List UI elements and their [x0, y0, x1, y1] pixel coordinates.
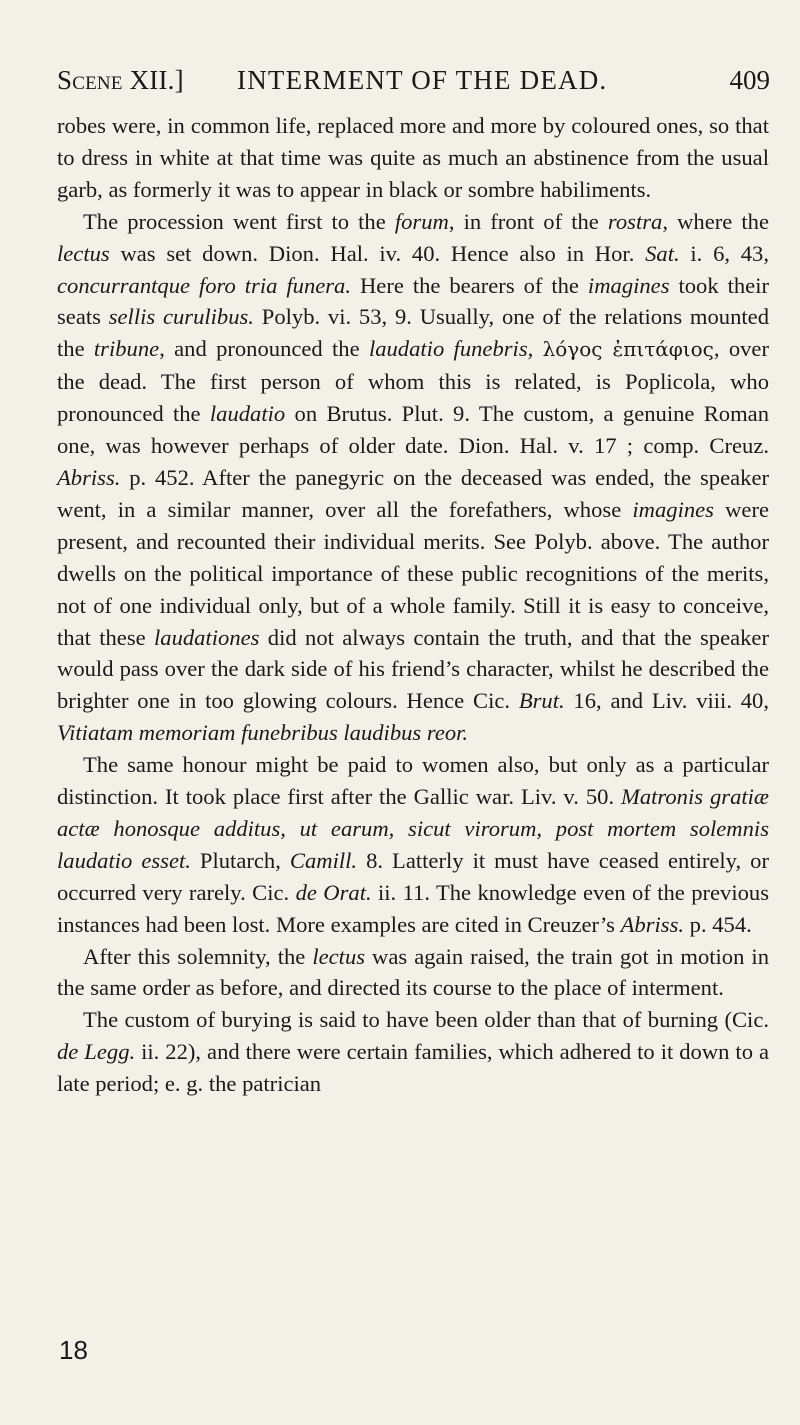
italic-text: Brut.	[518, 688, 565, 714]
italic-text: Sat.	[645, 240, 680, 266]
text-run: , where the	[662, 208, 769, 234]
italic-text: lectus	[57, 240, 110, 266]
text-run: took their seats	[57, 272, 770, 330]
running-head	[57, 60, 770, 100]
paragraph	[57, 749, 769, 940]
italic-text: de Legg.	[57, 1039, 136, 1065]
text-run: robes were, in common life, replaced more and more by coloured ones, so that to dress in white at that time was quite as much an abstinence from the usual garb, as formerly it was to appear in black or sombre habiliments.	[57, 113, 769, 202]
text-run: i. 6, 43,	[679, 240, 770, 266]
text-run: After this solemnity, the	[83, 943, 313, 969]
italic-text: Matronis gratiæ actæ honosque additus, ut earum, sicut virorum, post mortem solemnis laudatio esset.	[57, 784, 769, 873]
greek-text: λόγος ἐπιτάφιος	[542, 337, 714, 362]
text-run	[533, 336, 542, 361]
text-run: ii. 22), and there were certain families, which adhered to it down to a late period; e. g. the patrician	[57, 1039, 769, 1097]
paragraph	[57, 1004, 769, 1100]
chapter-title: INTERMENT OF THE DEAD.	[237, 65, 608, 95]
italic-text: imagines	[632, 496, 714, 522]
paragraph	[57, 941, 769, 1005]
italic-text: Abriss.	[620, 911, 685, 937]
text-run: The custom of burying is said to have been older than that of burning (Cic.	[83, 1007, 769, 1033]
page-number: 409	[729, 65, 770, 95]
text-run: was again raised, the train got in motion in the same order as before, and directed its course to the place of interment.	[57, 943, 769, 1001]
text-run: , in front of the	[448, 208, 608, 234]
text-run: 8. Latterly it must have ceased entirely, or occurred very rarely. Cic.	[57, 847, 769, 905]
text-run: did not always contain the truth, and that the speaker would pass over the dark side of his friend’s character, whilst he described the brighter one in too glowing colours. Hence Cic.	[57, 624, 769, 714]
signature-mark: 18	[59, 1335, 88, 1365]
italic-text: sellis curulibus.	[108, 304, 254, 330]
text-run: on Brutus. Plut. 9. The custom, a genuine Roman one, was however perhaps of older date. Dion. Hal. v. 17 ; comp. Creuz.	[57, 401, 769, 459]
italic-text: Abriss.	[57, 464, 121, 490]
text-run: 16, and Liv. viii. 40,	[564, 688, 770, 714]
text-run: ii. 11. The knowledge even of the previous instances had been lost. More examples are cited in Creuzer’s	[57, 879, 770, 937]
italic-text: imagines	[587, 272, 670, 298]
italic-text: concurrantque foro tria funera.	[57, 272, 352, 298]
body-text	[57, 110, 769, 1100]
italic-text: tribune	[93, 336, 160, 362]
paragraph	[57, 206, 769, 749]
italic-text: rostra	[607, 208, 663, 234]
text-run: was set down. Dion. Hal. iv. 40. Hence also in Hor.	[109, 240, 646, 266]
section-label: Scene XII.]	[57, 65, 184, 95]
italic-text: laudationes	[154, 624, 260, 650]
italic-text: Vitiatam memoriam funebribus laudibus reor.	[57, 720, 469, 746]
text-run: Polyb. vi. 53, 9. Usually, one of the relations mounted the	[57, 304, 770, 362]
italic-text: forum	[394, 208, 449, 234]
italic-text: Camill.	[289, 847, 358, 873]
italic-text: lectus	[312, 943, 366, 969]
text-run: were present, and recounted their individual merits. See Polyb. above. The author dwells on the political importance of these public recognitions of the merits, not of one individual only, but of a whole family. Still it is easy to conceive, that these	[57, 496, 770, 650]
text-run: The procession went first to the	[83, 208, 395, 234]
text-run: , over the dead. The first person of whom this is related, is Poplicola, who pronounced the	[57, 336, 769, 427]
italic-text: laudatio	[209, 401, 286, 427]
italic-text: de Orat.	[295, 879, 372, 905]
text-run: p. 454.	[684, 911, 752, 937]
paragraph	[57, 110, 769, 206]
italic-text: laudatio funebris,	[368, 336, 534, 362]
text-run: Here the bearers of the	[351, 272, 588, 298]
text-run: p. 452. After the panegyric on the deceased was ended, the speaker went, in a similar manner, over all the forefathers, whose	[57, 464, 769, 522]
text-run: The same honour might be paid to women also, but only as a particular distinction. It took place first after the Gallic war. Liv. v. 50.	[57, 752, 769, 810]
text-run: Plutarch,	[190, 847, 290, 873]
text-run: , and pronounced the	[159, 336, 369, 362]
